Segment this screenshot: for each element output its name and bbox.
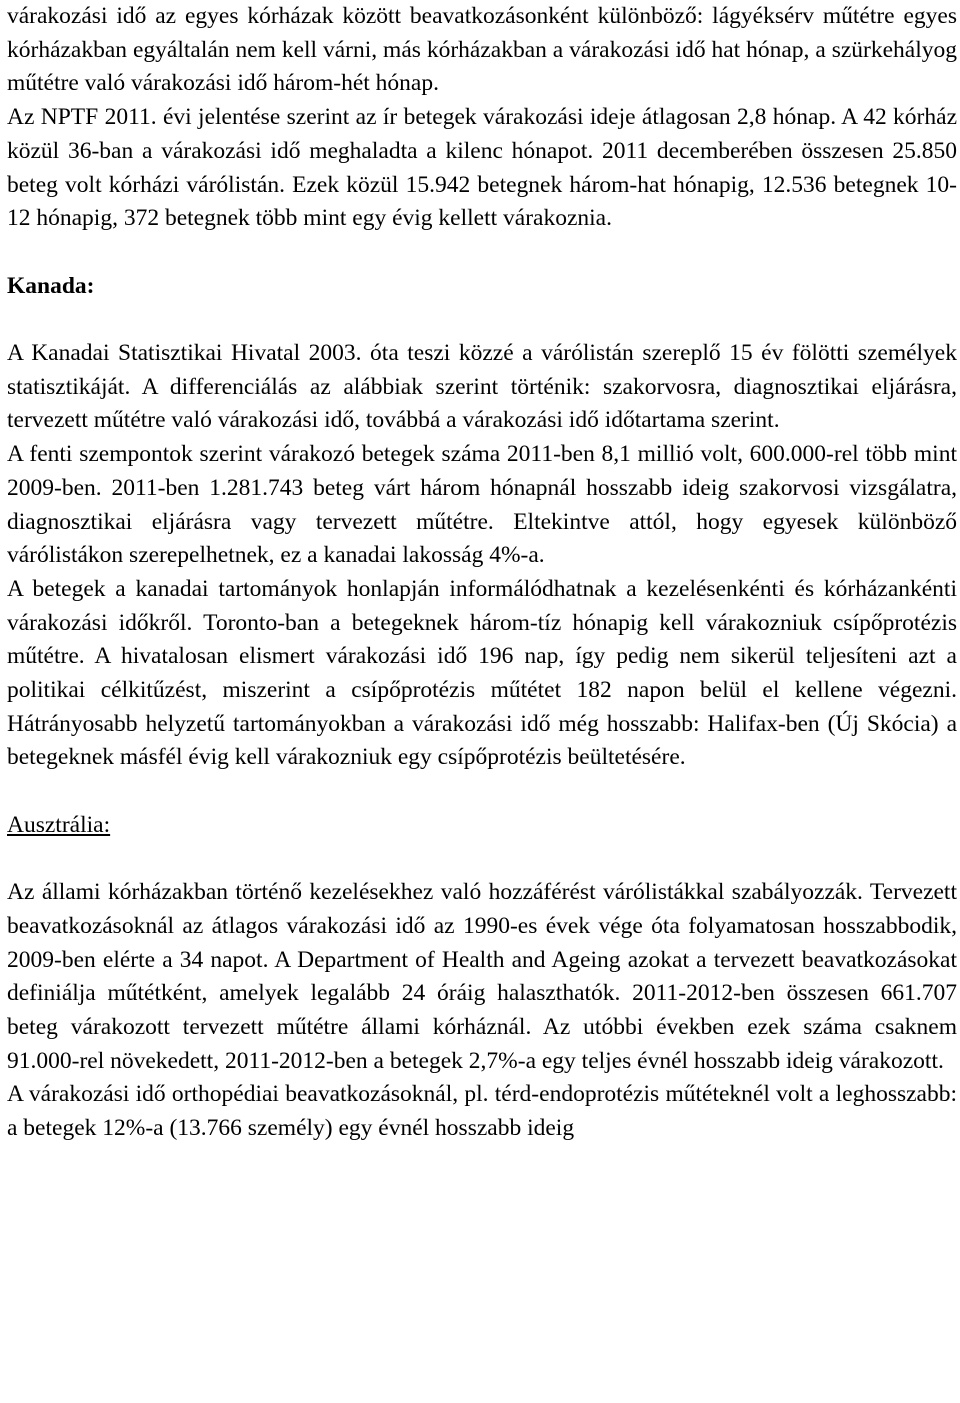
paragraph-spacer — [7, 843, 957, 877]
section-heading-kanada: Kanada: — [7, 272, 95, 299]
paragraph-nptf-report: Az NPTF 2011. évi jelentése szerint az ír betegek várakozási ideje átlagosan 2,8 hónap. A 42 kórház közül 36-ban a várakozási idő meghaladta a kilenc hónapot. 2011 decemberében összesen 25.850 beteg volt kórházi várólistán. Ezek közül 15.942 betegnek három-hat hónapig, 12.536 betegnek 10-12 hónapig, 372 betegnek több mint egy évig kellett várakoznia. — [7, 104, 957, 232]
paragraph-canada-patient-numbers: A fenti szempontok szerint várakozó betegek száma 2011-ben 8,1 millió volt, 600.000-rel több mint 2009-ben. 2011-ben 1.281.743 beteg várt három hónapnál hosszabb ideig szakorvosi vizsgálatra, diagnosztikai eljárásra vagy tervezett műtétre. Eltekintve attól, hogy egyesek különböző várólistákon szerepelhetnek, ez a kanadai lakosság 4%-a. — [7, 441, 957, 569]
paragraph-waiting-times-ireland-continued: várakozási idő az egyes kórházak között beavatkozásonként különböző: lágyéksérv műtétre egyes kórházakban egyáltalán nem kell várni, más kórházakban a várakozási idő hat hónap, a szürkehályog műtétre való várakozási idő három-hét hónap. — [7, 3, 957, 97]
paragraph-canada-provinces: A betegek a kanadai tartományok honlapján informálódhatnak a kezelésenkénti és kórházankénti várakozási időkről. Toronto-ban a betegeknek három-tíz hónapig kell várakozniuk csípőprotézis műtétre. A hivatalosan elismert várakozási idő 196 nap, így pedig nem sikerül teljesíteni azt a politikai célkitűzést, miszerint a csípőprotézis műtétet 182 napon belül el kellene végezni. Hátrányosabb helyzetű tartományokban a várakozási idő még hosszabb: Halifax-ben (Új Skócia) a betegeknek másfél évig kell várakozniuk egy csípőprotézis beültetésére. — [7, 575, 957, 771]
paragraph-spacer — [7, 303, 957, 337]
paragraph-australia-public-hospitals: Az állami kórházakban történő kezelésekhez való hozzáférést várólistákkal szabályozzák. Tervezett beavatkozásoknál az átlagos várakozási idő az 1990-es évek vége óta folyamatosan hosszabbodik, 2009-ben elérte a 34 napot. A Department of Health and Ageing azokat a tervezett beavatkozásokat definiálja műtétként, amelyek legalább 24 óráig halaszthatók. 2011-2012-ben összesen 661.707 beteg várakozott tervezett műtétre állami kórháznál. Az utóbbi években ezek száma csaknem 91.000-rel növekedett, 2011-2012-ben a betegek 2,7%-a egy teljes évnél hosszabb ideig várakozott. — [7, 879, 957, 1074]
paragraph-spacer — [7, 236, 957, 270]
paragraph-spacer — [7, 775, 957, 809]
document-page — [7, 0, 957, 1146]
section-heading-ausztralia: Ausztrália: — [7, 811, 111, 838]
paragraph-australia-orthopedic: A várakozási idő orthopédiai beavatkozásoknál, pl. térd-endoprotézis műtéteknél volt a leghosszabb: a betegek 12%-a (13.766 személy) egy évnél hosszabb ideig — [7, 1081, 957, 1142]
paragraph-statistics-canada: A Kanadai Statisztikai Hivatal 2003. óta teszi közzé a várólistán szereplő 15 év fölötti személyek statisztikáját. A differenciálás az alábbiak szerint történik: szakorvosra, diagnosztikai eljárásra, tervezett műtétre való várakozási idő, továbbá a várakozási idő időtartama szerint. — [7, 340, 957, 434]
